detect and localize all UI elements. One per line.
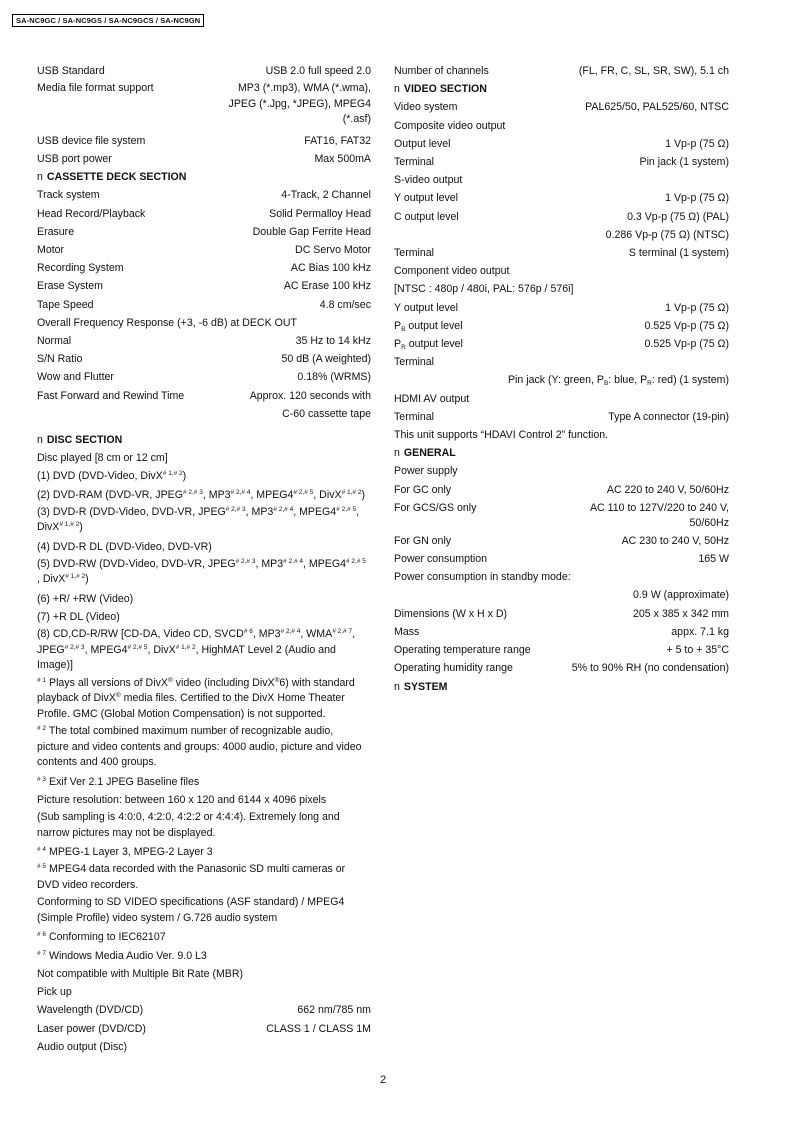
footnote-ref: # 1,# 2 bbox=[65, 573, 86, 581]
spec-value: 0.3 Vp-p (75 Ω) (PAL) bbox=[627, 210, 729, 223]
spec-value: 0.9 W (approximate) bbox=[633, 589, 729, 602]
spec-value: + 5 to + 35°C bbox=[666, 644, 729, 657]
spec-label: Operating temperature range bbox=[394, 644, 531, 657]
spec-row bbox=[37, 387, 371, 405]
spec-row bbox=[394, 317, 729, 335]
spec-row bbox=[394, 335, 729, 353]
model-header: SA-NC9GC / SA-NC9GS / SA-NC9GCS / SA-NC9GN bbox=[12, 14, 204, 27]
section-title: GENERAL bbox=[403, 447, 456, 460]
footnote-mark: # 3 bbox=[37, 775, 47, 783]
footnote-ref: # 2,# 5 bbox=[336, 505, 357, 513]
footnote-text: Plays all versions of DivX bbox=[49, 676, 168, 689]
spec-value: 4-Track, 2 Channel bbox=[281, 189, 371, 202]
spec-label bbox=[394, 335, 463, 353]
footnote-text: 6) with standard bbox=[279, 676, 355, 689]
spec-label: Track system bbox=[37, 189, 100, 202]
spec-label: Y output level bbox=[394, 192, 459, 205]
spec-row bbox=[394, 153, 729, 171]
spec-label: C output level bbox=[394, 210, 459, 223]
spec-text: Pick up bbox=[37, 986, 72, 999]
spec-row bbox=[37, 1001, 371, 1019]
spec-text: Component video output bbox=[394, 265, 510, 278]
spec-row bbox=[37, 223, 371, 241]
footnote-ref: # 2,# 4 bbox=[283, 557, 304, 565]
footnote-ref: # 2,# 3 bbox=[235, 557, 256, 565]
spec-label: Power consumption bbox=[394, 553, 488, 566]
footnote-mark: # 2 bbox=[37, 725, 47, 733]
section-heading-disc bbox=[37, 431, 371, 449]
subscript: B bbox=[603, 380, 609, 388]
footnote-ref: # 2,# 5 bbox=[293, 488, 314, 496]
spec-text-line: narrow pictures may not be displayed. bbox=[37, 826, 216, 839]
spec-value: Max 500mA bbox=[314, 152, 371, 165]
spec-label: Wavelength (DVD/CD) bbox=[37, 1004, 144, 1017]
spec-row bbox=[394, 189, 729, 207]
spec-row bbox=[37, 296, 371, 314]
spec-row bbox=[394, 641, 729, 659]
disc-item: (7) +R DL (Video) bbox=[37, 611, 120, 624]
spec-text: Audio output (Disc) bbox=[37, 1040, 128, 1053]
spec-row bbox=[394, 299, 729, 317]
footnote-mark: # 5 bbox=[37, 863, 47, 871]
spec-row bbox=[37, 81, 371, 128]
footnote-ref: # 1,# 2 bbox=[341, 488, 362, 496]
spec-row bbox=[37, 132, 371, 150]
section-title: SYSTEM bbox=[403, 680, 448, 693]
footnote-ref: # 6 bbox=[243, 628, 253, 636]
spec-row bbox=[394, 532, 729, 550]
spec-text: Disc played [8 cm or 12 cm] bbox=[37, 452, 168, 465]
disc-text: , DivX bbox=[313, 488, 342, 501]
footnote-6 bbox=[37, 928, 371, 946]
label-part: output level bbox=[405, 338, 463, 351]
spec-value: 1 Vp-p (75 Ω) bbox=[665, 192, 729, 205]
disc-text: , HighMAT Level 2 (Audio and bbox=[195, 643, 336, 656]
footnote-text: playback of DivX bbox=[37, 692, 116, 705]
spec-value: 165 W bbox=[698, 553, 729, 566]
footnote-mark: # 7 bbox=[37, 949, 47, 957]
disc-item bbox=[37, 627, 371, 674]
footnote-text: MPEG4 data recorded with the Panasonic SD multi cameras or bbox=[49, 863, 346, 876]
section-title: CASSETTE DECK SECTION bbox=[46, 171, 187, 184]
left-column bbox=[37, 62, 371, 1056]
spec-value: Type A connector (19-pin) bbox=[608, 410, 729, 423]
footnote-text: MPEG-1 Layer 3, MPEG-2 Layer 3 bbox=[49, 846, 213, 859]
section-title: DISC SECTION bbox=[46, 433, 123, 446]
spec-row bbox=[394, 62, 729, 80]
spec-label: Output level bbox=[394, 137, 451, 150]
spec-value-line: 50/60Hz bbox=[689, 517, 729, 530]
spec-value: appx. 7.1 kg bbox=[671, 625, 729, 638]
spec-value: 662 nm/785 nm bbox=[297, 1004, 371, 1017]
footnote-text: picture and video contents and groups: 4000 audio, picture and video bbox=[37, 740, 362, 753]
spec-value: Double Gap Ferrite Head bbox=[252, 225, 371, 238]
spec-value: 0.18% (WRMS) bbox=[297, 371, 371, 384]
disc-text: , MP3 bbox=[202, 488, 231, 501]
footnote-mark: # 1 bbox=[37, 676, 47, 684]
spec-label: Media file format support bbox=[37, 82, 154, 95]
spec-row bbox=[37, 62, 371, 80]
spec-text-line: (Sub sampling is 4:0:0, 4:2:0, 4:2:2 or 4:4:4). Extremely long and bbox=[37, 811, 340, 824]
footnote-7 bbox=[37, 947, 371, 965]
spec-text: Power consumption in standby mode: bbox=[394, 571, 571, 584]
disc-text: Image)] bbox=[37, 659, 73, 672]
disc-text: JPEG bbox=[37, 643, 65, 656]
spec-label: For GC only bbox=[394, 483, 452, 496]
spec-value bbox=[476, 501, 729, 532]
footnote-ref: # 1,# 2 bbox=[175, 643, 196, 651]
disc-text: ) bbox=[182, 470, 187, 483]
footnote-mark: # 4 bbox=[37, 846, 47, 854]
footnote-text: media files. Certified to the DivX Home Theater bbox=[120, 692, 345, 705]
disc-item bbox=[37, 467, 371, 485]
footnote-text: Profile. GMC (Global Motion Compensation) is not supported. bbox=[37, 707, 326, 720]
disc-text: , MPEG4 bbox=[303, 557, 347, 570]
spec-value: CLASS 1 / CLASS 1M bbox=[266, 1022, 371, 1035]
spec-text bbox=[37, 810, 371, 841]
spec-label: USB Standard bbox=[37, 65, 105, 77]
spec-value: PAL625/50, PAL525/60, NTSC bbox=[585, 101, 729, 114]
footnote-1 bbox=[37, 676, 371, 723]
disc-text: DivX bbox=[37, 521, 60, 534]
spec-value: (FL, FR, C, SL, SR, SW), 5.1 ch bbox=[578, 65, 729, 77]
spec-label: Recording System bbox=[37, 262, 124, 275]
footnote-ref: # 2,# 3 bbox=[182, 488, 203, 496]
disc-item bbox=[37, 505, 371, 536]
spec-label: Terminal bbox=[394, 247, 435, 260]
page-number: 2 bbox=[380, 1074, 387, 1086]
spec-text: HDMI AV output bbox=[394, 392, 470, 405]
disc-text: , MPEG4 bbox=[293, 505, 337, 518]
spec-text bbox=[37, 895, 371, 926]
spec-label: Terminal bbox=[394, 410, 435, 423]
subscript: R bbox=[647, 380, 652, 388]
spec-row bbox=[394, 408, 729, 426]
disc-text: , MP3 bbox=[245, 505, 274, 518]
footnote-ref: # 1,# 2 bbox=[162, 470, 183, 478]
spec-value: 1 Vp-p (75 Ω) bbox=[665, 301, 729, 314]
spec-value bbox=[154, 81, 371, 128]
spec-text: Power supply bbox=[394, 465, 458, 478]
spec-label: USB device file system bbox=[37, 134, 146, 147]
spec-value bbox=[394, 371, 729, 389]
disc-text: , MPEG4 bbox=[84, 643, 128, 656]
spec-value: AC 230 to 240 V, 50Hz bbox=[621, 534, 729, 547]
spec-label bbox=[394, 317, 463, 335]
spec-text: S-video output bbox=[394, 174, 463, 187]
spec-text: This unit supports “HDAVI Control 2” function. bbox=[394, 429, 609, 442]
disc-text: (1) DVD (DVD-Video, DivX bbox=[37, 470, 163, 483]
spec-row bbox=[394, 244, 729, 262]
spec-label: Video system bbox=[394, 101, 458, 114]
spec-value-line: (*.asf) bbox=[342, 113, 371, 126]
registered-mark: ® bbox=[115, 692, 121, 700]
spec-row bbox=[394, 550, 729, 568]
section-heading-cassette bbox=[37, 168, 371, 186]
disc-text: (3) DVD-R (DVD-Video, DVD-VR, JPEG bbox=[37, 505, 226, 518]
footnote-ref: # 2,# 7 bbox=[332, 628, 353, 636]
footnote-text: video (including DivX bbox=[172, 676, 275, 689]
spec-row bbox=[394, 501, 729, 532]
footnote-ref: # 2,# 5 bbox=[127, 643, 148, 651]
spec-label: Laser power (DVD/CD) bbox=[37, 1022, 146, 1035]
spec-label: Operating humidity range bbox=[394, 662, 513, 675]
spec-label: For GN only bbox=[394, 534, 452, 547]
footnote-text: contents and 400 groups. bbox=[37, 756, 157, 769]
disc-text: , MP3 bbox=[252, 628, 281, 641]
footnote-text: Exif Ver 2.1 JPEG Baseline files bbox=[49, 775, 200, 788]
spec-label: Number of channels bbox=[394, 65, 489, 77]
spec-label: Fast Forward and Rewind Time bbox=[37, 389, 185, 402]
spec-row bbox=[394, 481, 729, 499]
registered-mark: ® bbox=[167, 676, 173, 684]
disc-text: (8) CD,CD-R/RW [CD-DA, Video CD, SVCD bbox=[37, 628, 244, 641]
spec-label: For GCS/GS only bbox=[394, 501, 477, 514]
spec-label: Tape Speed bbox=[37, 298, 94, 311]
disc-text: , MPEG4 bbox=[250, 488, 294, 501]
spec-label: Motor bbox=[37, 243, 65, 256]
spec-value: AC 220 to 240 V, 50/60Hz bbox=[606, 483, 729, 496]
spec-value-line: AC 110 to 127V/220 to 240 V, bbox=[589, 501, 729, 514]
spec-value: 205 x 385 x 342 mm bbox=[633, 607, 729, 620]
spec-label: Normal bbox=[37, 334, 72, 347]
disc-text: , DivX bbox=[147, 643, 176, 656]
spec-label: USB port power bbox=[37, 152, 112, 165]
spec-value: 0.525 Vp-p (75 Ω) bbox=[644, 319, 729, 332]
subscript: B bbox=[401, 325, 406, 333]
right-column bbox=[394, 62, 729, 696]
footnote-ref: # 2,# 5 bbox=[346, 557, 366, 565]
section-heading-general bbox=[394, 444, 729, 462]
spec-row bbox=[394, 135, 729, 153]
value-part: Pin jack (Y: green, P bbox=[507, 374, 604, 387]
spec-label: Dimensions (W x H x D) bbox=[394, 607, 508, 620]
spec-label: Wow and Flutter bbox=[37, 371, 114, 384]
bullet: n bbox=[394, 83, 400, 96]
disc-item: (4) DVD-R DL (DVD-Video, DVD-VR) bbox=[37, 540, 212, 553]
spec-row bbox=[37, 277, 371, 295]
footnote-mark: # 6 bbox=[37, 931, 47, 939]
label-part: P bbox=[394, 319, 402, 332]
spec-value: 50 dB (A weighted) bbox=[281, 353, 371, 366]
label-part: P bbox=[394, 338, 402, 351]
spec-row bbox=[37, 368, 371, 386]
spec-value: Approx. 120 seconds with bbox=[249, 389, 371, 402]
section-title: VIDEO SECTION bbox=[403, 83, 487, 96]
disc-item bbox=[37, 557, 371, 588]
spec-value: 4.8 cm/sec bbox=[319, 298, 371, 311]
spec-value-line: MP3 (*.mp3), WMA (*.wma), bbox=[237, 82, 371, 95]
spec-text: Picture resolution: between 160 x 120 and 6144 x 4096 pixels bbox=[37, 794, 327, 807]
spec-value-line: JPEG (*.Jpg, *JPEG), MPEG4 bbox=[228, 97, 371, 110]
footnote-2 bbox=[37, 724, 371, 771]
spec-value: 1 Vp-p (75 Ω) bbox=[665, 137, 729, 150]
disc-text: ) bbox=[361, 488, 365, 501]
spec-row bbox=[37, 1020, 371, 1038]
spec-value: 35 Hz to 14 kHz bbox=[295, 334, 371, 347]
disc-text: , bbox=[356, 505, 360, 518]
spec-label: S/N Ratio bbox=[37, 353, 83, 366]
disc-text: , WMA bbox=[300, 628, 333, 641]
spec-row bbox=[394, 623, 729, 641]
disc-text: , MP3 bbox=[255, 557, 284, 570]
spec-label: Erase System bbox=[37, 280, 103, 293]
spec-row bbox=[37, 332, 371, 350]
spec-text: [NTSC : 480p / 480i, PAL: 576p / 576i] bbox=[394, 283, 574, 296]
disc-item: (6) +R/ +RW (Video) bbox=[37, 592, 134, 605]
footnote-text: The total combined maximum number of recognizable audio, bbox=[48, 725, 334, 738]
spec-value: DC Servo Motor bbox=[295, 243, 371, 256]
spec-text: Terminal bbox=[394, 356, 435, 369]
footnote-text: Conforming to IEC62107 bbox=[49, 931, 166, 944]
spec-row bbox=[394, 659, 729, 677]
spec-text-line: (Simple Profile) video system / G.726 audio system bbox=[37, 911, 278, 924]
spec-value: Pin jack (1 system) bbox=[639, 156, 729, 169]
disc-text: , DivX bbox=[37, 573, 66, 586]
value-part: : red) (1 system) bbox=[651, 374, 729, 387]
spec-text: Not compatible with Multiple Bit Rate (MBR) bbox=[37, 967, 244, 980]
spec-row bbox=[37, 259, 371, 277]
spec-value: 0.286 Vp-p (75 Ω) (NTSC) bbox=[605, 228, 729, 241]
spec-text: Overall Frequency Response (+3, -6 dB) at DECK OUT bbox=[37, 316, 297, 329]
footnote-3 bbox=[37, 773, 371, 791]
footnote-ref: # 2,# 4 bbox=[273, 505, 294, 513]
spec-label: Mass bbox=[394, 625, 420, 638]
spec-row bbox=[37, 186, 371, 204]
footnote-text: DVD video recorders. bbox=[37, 878, 139, 891]
footnote-ref: # 2,# 4 bbox=[230, 488, 251, 496]
spec-value: USB 2.0 full speed 2.0 bbox=[265, 65, 371, 77]
footnote-ref: # 2,# 3 bbox=[225, 505, 246, 513]
spec-row bbox=[394, 208, 729, 226]
section-heading-system bbox=[394, 678, 729, 696]
spec-row bbox=[394, 98, 729, 116]
spec-value: C-60 cassette tape bbox=[282, 407, 371, 420]
spec-value: 5% to 90% RH (no condensation) bbox=[571, 662, 729, 675]
spec-text-line: Conforming to SD VIDEO specifications (ASF standard) / MPEG4 bbox=[37, 896, 345, 909]
bullet: n bbox=[37, 433, 43, 446]
label-part: output level bbox=[405, 319, 463, 332]
spec-label: Y output level bbox=[394, 301, 459, 314]
spec-row bbox=[37, 205, 371, 223]
spec-text: Composite video output bbox=[394, 119, 506, 132]
spec-value: S terminal (1 system) bbox=[628, 247, 729, 260]
footnote-text: Windows Media Audio Ver. 9.0 L3 bbox=[49, 949, 207, 962]
value-part: : blue, P bbox=[608, 374, 648, 387]
footnote-4 bbox=[37, 843, 371, 861]
spec-value: Solid Permalloy Head bbox=[269, 207, 371, 220]
bullet: n bbox=[37, 171, 43, 184]
footnote-ref: # 2,# 3 bbox=[64, 643, 85, 651]
section-heading-video bbox=[394, 80, 729, 98]
footnote-5 bbox=[37, 862, 371, 893]
disc-text: (5) DVD-RW (DVD-Video, DVD-VR, JPEG bbox=[37, 557, 236, 570]
bullet: n bbox=[394, 447, 400, 460]
spec-label: Head Record/Playback bbox=[37, 207, 146, 220]
spec-value: FAT16, FAT32 bbox=[304, 134, 371, 147]
spec-value: 0.525 Vp-p (75 Ω) bbox=[644, 338, 729, 351]
spec-row bbox=[37, 350, 371, 368]
disc-item bbox=[37, 486, 371, 504]
spec-value: AC Bias 100 kHz bbox=[290, 262, 371, 275]
spec-value: AC Erase 100 kHz bbox=[283, 280, 371, 293]
footnote-ref: # 2,# 4 bbox=[280, 628, 301, 636]
spec-row bbox=[394, 605, 729, 623]
disc-text: ) bbox=[79, 521, 83, 534]
disc-text: ) bbox=[85, 573, 89, 586]
disc-text: (2) DVD-RAM (DVD-VR, JPEG bbox=[37, 488, 183, 501]
registered-mark: ® bbox=[274, 676, 280, 684]
spec-label: Terminal bbox=[394, 156, 435, 169]
spec-label: Erasure bbox=[37, 225, 75, 238]
spec-row bbox=[37, 241, 371, 259]
bullet: n bbox=[394, 680, 400, 693]
spec-row bbox=[37, 150, 371, 168]
footnote-ref: # 1,# 2 bbox=[59, 521, 80, 529]
subscript: R bbox=[401, 344, 406, 352]
disc-text: , bbox=[352, 628, 356, 641]
